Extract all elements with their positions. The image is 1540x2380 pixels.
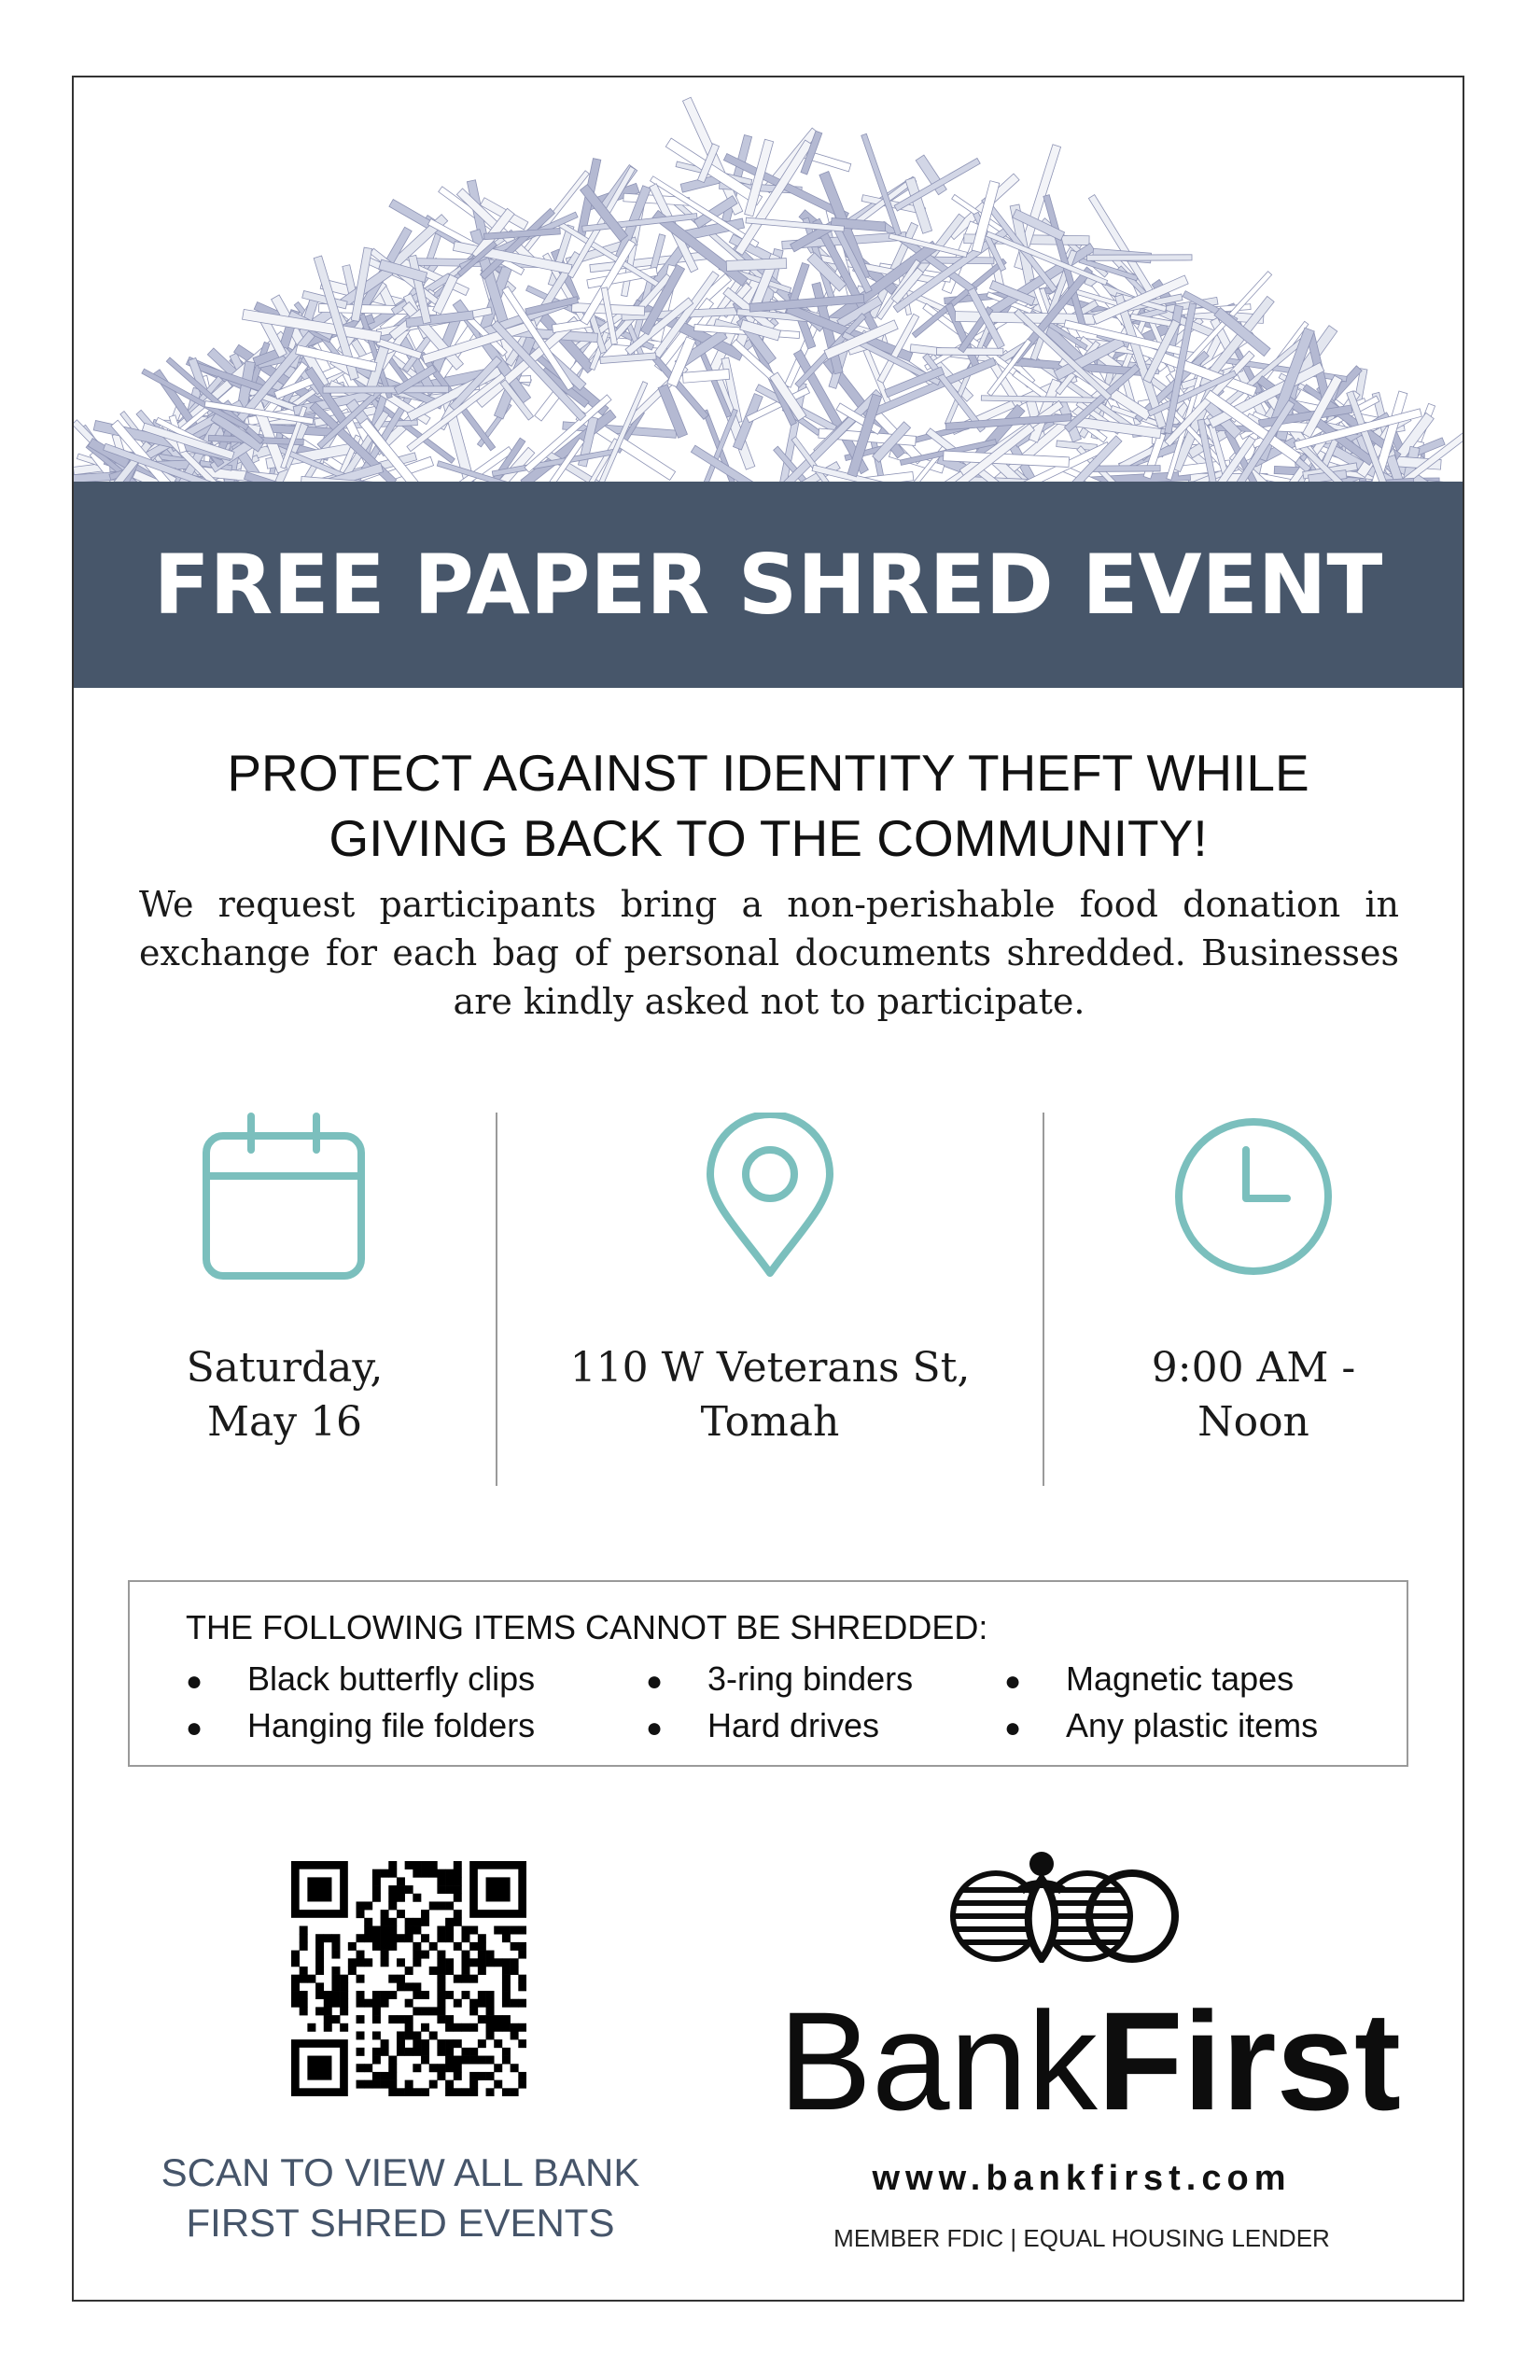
time-line-1: 9:00 AM - (1151, 1344, 1356, 1392)
paper-strip (518, 171, 589, 259)
restriction-item: ● Black butterfly clips (186, 1655, 535, 1706)
restriction-item: ● 3-ring binders (646, 1655, 913, 1706)
paper-strip (936, 348, 1002, 356)
time-detail (1044, 1113, 1463, 1486)
shredded-paper-image (74, 77, 1463, 482)
restriction-item: ● Hanging file folders (186, 1701, 535, 1753)
event-title: FREE PAPER SHRED EVENT (153, 537, 1383, 633)
paper-strip (726, 259, 787, 272)
scan-caption (74, 2148, 727, 2248)
paper-strip (1057, 441, 1098, 451)
intro-paragraph: We request participants bring a non-perishable food donation in exchange for each bag of personal documents shredded. Businesses are kindly asked not to participate. (139, 884, 1399, 1022)
bullet-icon: ● (186, 1713, 203, 1743)
restrictions-title: THE FOLLOWING ITEMS CANNOT BE SHREDDED: (186, 1608, 988, 1646)
event-details (74, 1113, 1463, 1486)
calendar-icon (201, 1113, 369, 1284)
bullet-icon: ● (1004, 1713, 1022, 1743)
restriction-item: ● Any plastic items (1004, 1701, 1318, 1753)
headline (74, 740, 1463, 871)
location-detail (497, 1113, 1043, 1486)
address-line-1: 110 W Veterans St, (569, 1344, 971, 1392)
date-line-1: Saturday, (186, 1344, 384, 1392)
bankfirst-wordmark (778, 1981, 1401, 2140)
website-link[interactable]: www.bankfirst.com (872, 2159, 1292, 2198)
headline-line-2: GIVING BACK TO THE COMMUNITY! (329, 809, 1208, 867)
paper-strip (1090, 466, 1160, 472)
address-line-2: Tomah (700, 1398, 840, 1446)
flyer (72, 76, 1464, 2302)
bullet-icon: ● (186, 1666, 203, 1697)
bullet-icon: ● (1004, 1666, 1022, 1697)
paper-strip (861, 133, 902, 235)
date-line-2: May 16 (206, 1398, 363, 1446)
restriction-item: ● Magnetic tapes (1004, 1655, 1294, 1706)
paper-strip (323, 386, 449, 393)
bullet-icon: ● (646, 1666, 664, 1697)
clock-icon (1169, 1113, 1337, 1284)
scan-line-1: SCAN TO VIEW ALL BANK (161, 2150, 640, 2194)
wordmark-bank: Bank (778, 1982, 1098, 2139)
fdic-disclaimer: MEMBER FDIC | EQUAL HOUSING LENDER (833, 2224, 1330, 2252)
paper-strip (1087, 255, 1192, 260)
wordmark-first: First (1097, 1982, 1401, 2139)
restriction-item: ● Hard drives (646, 1701, 879, 1753)
qr-code[interactable] (291, 1861, 526, 2100)
restrictions-box (128, 1580, 1408, 1767)
date-detail (74, 1113, 496, 1486)
location-pin-icon (705, 1113, 835, 1284)
headline-line-1: PROTECT AGAINST IDENTITY THEFT WHILE (227, 744, 1309, 802)
time-line-2: Noon (1197, 1398, 1309, 1446)
scan-line-2: FIRST SHRED EVENTS (186, 2201, 615, 2245)
bullet-icon: ● (646, 1713, 664, 1743)
title-banner (74, 482, 1463, 688)
bankfirst-logo-icon (949, 1851, 1179, 1967)
